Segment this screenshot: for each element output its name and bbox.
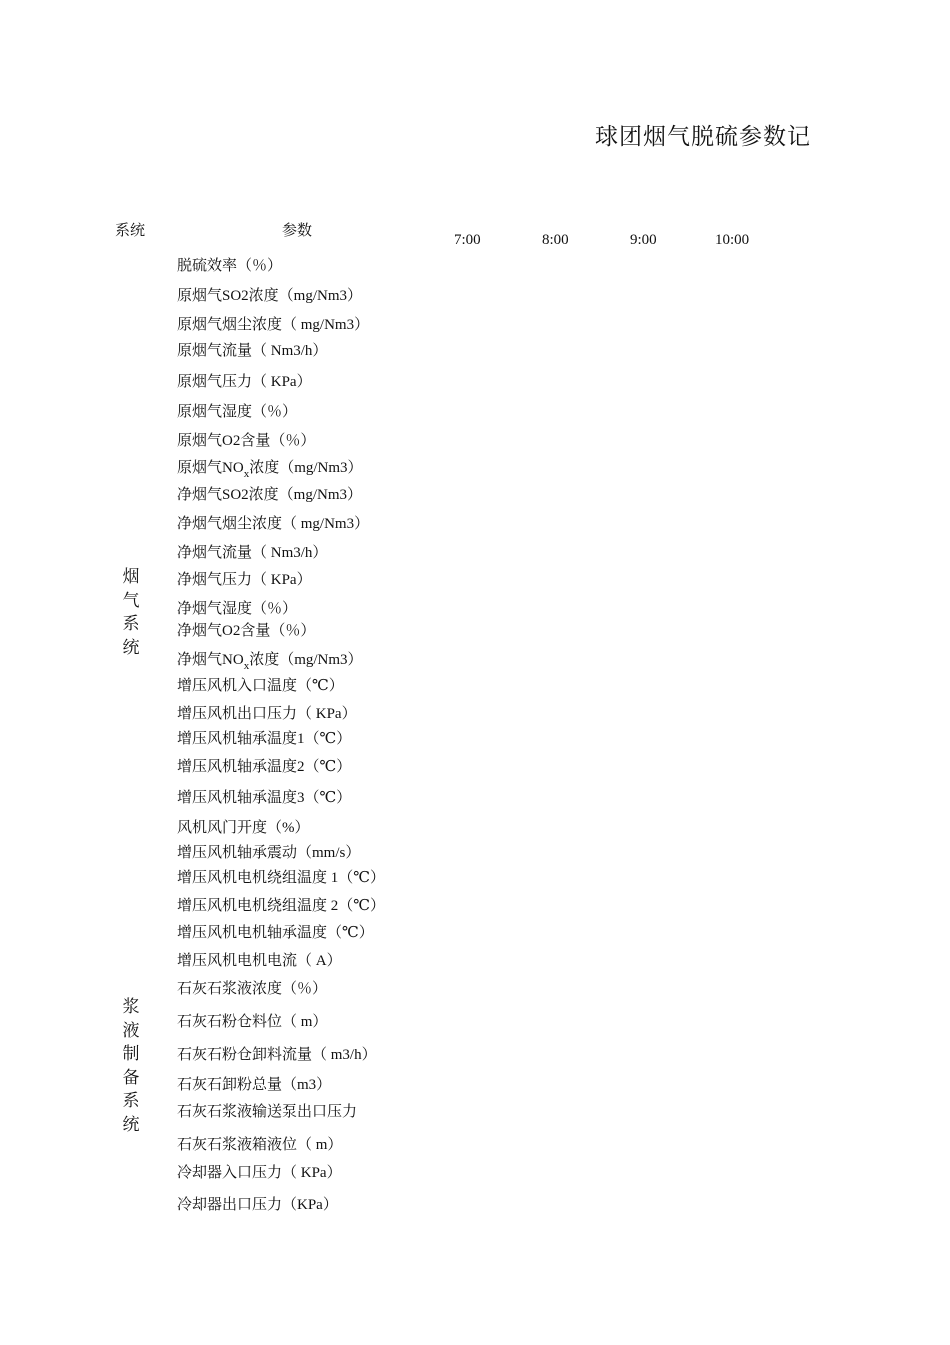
group-label-flue-gas-system: 烟 气 系 统 [122,567,140,658]
param-row: 净烟气烟尘浓度（ mg/Nm3） [177,516,370,532]
column-header-parameter: 参数 [282,221,313,239]
param-row: 原烟气SO2浓度（mg/Nm3） [177,288,363,304]
param-row: 原烟气压力（ KPa） [177,374,312,390]
column-header-system: 系统 [115,221,146,239]
param-row: 原烟气O2含量（％） [177,433,316,449]
param-row: 石灰石浆液箱液位（ m） [177,1137,343,1153]
param-row: 增压风机电机轴承温度（℃） [177,925,374,941]
param-row: 石灰石粉仓卸料流量（ m3/h） [177,1047,377,1063]
param-row: 增压风机电机电流（ A） [177,953,342,969]
param-row: 冷却器入口压力（ KPa） [177,1165,342,1181]
param-row: 净烟气湿度（％） [177,601,298,617]
param-row: 石灰石浆液输送泵出口压力 [177,1104,358,1120]
time-column-0800: 8:00 [542,232,569,248]
param-row: 冷却器出口压力（KPa） [177,1197,338,1213]
time-column-0700: 7:00 [454,232,481,248]
param-row: 净烟气流量（ Nm3/h） [177,545,328,561]
param-row: 风机风门开度（%） [177,820,310,836]
param-row: 增压风机电机绕组温度 2（℃） [177,898,386,914]
time-column-1000: 10:00 [715,232,750,248]
group-label-slurry-preparation-system: 浆 液 制 备 系 统 [122,997,140,1135]
param-row: 净烟气SO2浓度（mg/Nm3） [177,487,363,503]
param-row: 增压风机入口温度（℃） [177,678,344,694]
param-row: 石灰石浆液浓度（％） [177,981,328,997]
param-row: 增压风机轴承温度3（℃） [177,790,352,806]
param-row: 石灰石粉仓料位（ m） [177,1014,328,1030]
param-row: 原烟气湿度（％） [177,404,298,420]
param-row: 增压风机出口压力（ KPa） [177,706,357,722]
param-row: 原烟气烟尘浓度（ mg/Nm3） [177,317,370,333]
param-row: 净烟气O2含量（％） [177,623,316,639]
param-row: 脱硫效率（％） [177,258,283,274]
param-row: 石灰石卸粉总量（m3） [177,1077,332,1093]
param-row: 原烟气流量（ Nm3/h） [177,343,328,359]
document-title: 球团烟气脱硫参数记 [595,124,811,150]
param-row: 增压风机轴承震动（mm/s） [177,845,361,861]
param-row: 净烟气压力（ KPa） [177,572,312,588]
param-row: 净烟气$NO_x$浓度（mg/Nm3） [177,652,363,672]
param-row: 增压风机电机绕组温度 1（℃） [177,870,386,886]
time-column-0900: 9:00 [630,232,657,248]
param-row: 增压风机轴承温度1（℃） [177,731,352,747]
param-row: 原烟气$NO_x$浓度（mg/Nm3） [177,460,363,480]
param-row: 增压风机轴承温度2（℃） [177,759,352,775]
